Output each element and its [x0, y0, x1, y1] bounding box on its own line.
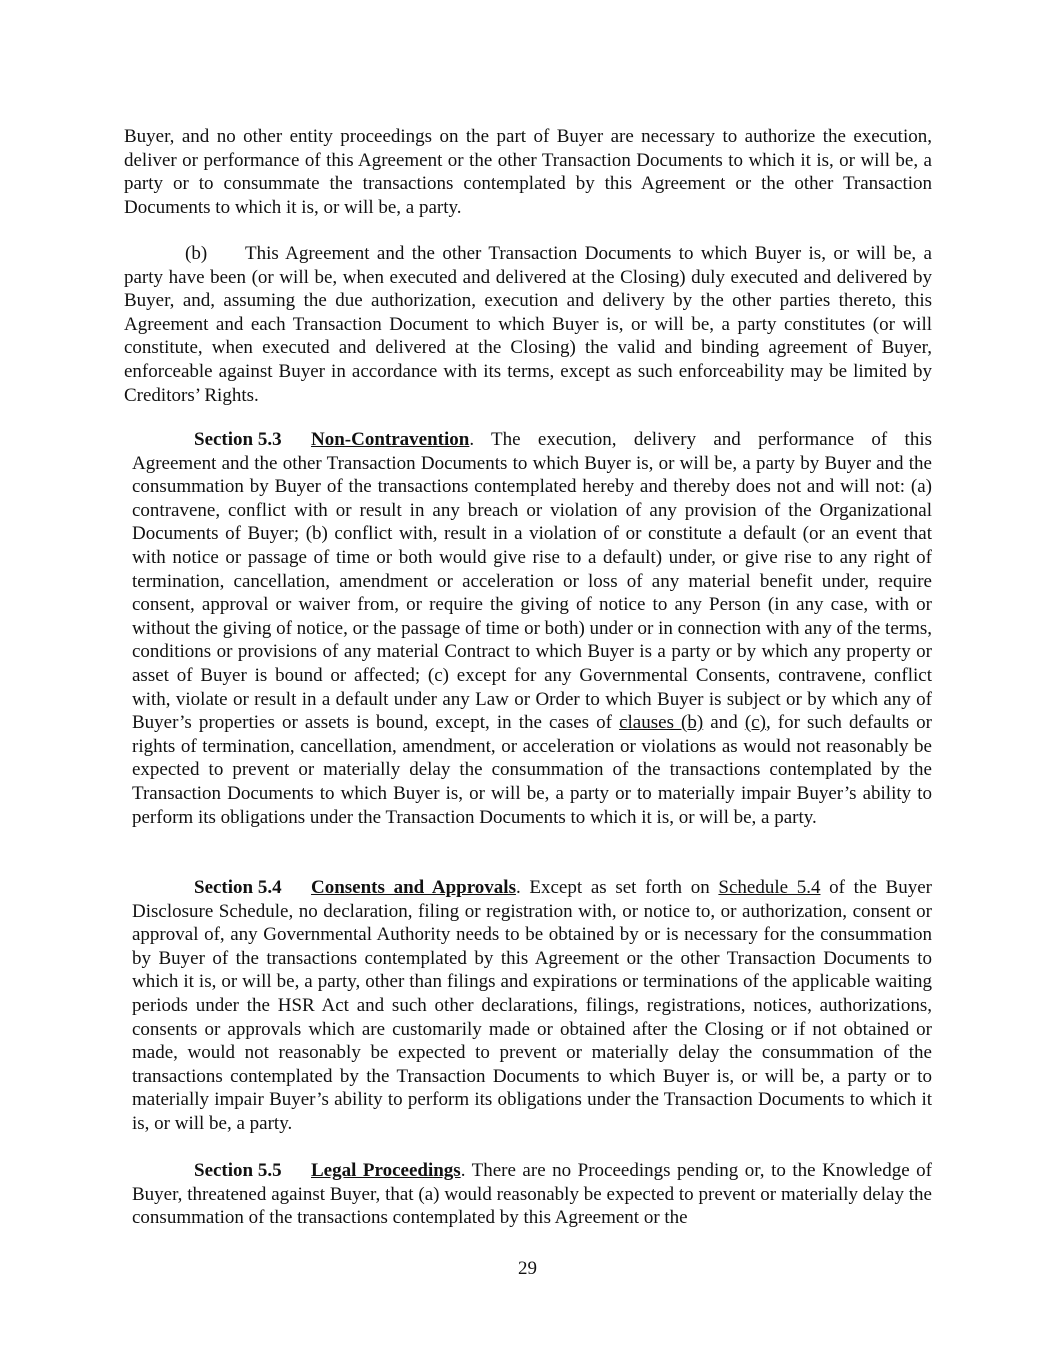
section-text: , for such defaults or rights of termination, cancellation, amendment, or acceleration or violations as would not reasonably be expected to prevent or materially delay the consummation of the transactions contemplated by the Transaction Documents to which Buyer is, or will be, a party or to materially impair Buyer’s ability to perform its obligations under the Transaction Documents to which it is, or will be, a party.: [132, 712, 933, 828]
section-text: . The execution, delivery and performance of this Agreement and the other Transaction Documents to which Buyer is, or will be, a party by Buyer and the consummation by Buyer of the transactions contemplated hereby and thereby does not and will not: (a) contravene, conflict with or result in any breach or violation of any provision of the Organizational Documents of Buyer; (b) conflict with, result in a violation of or constitute a default (or an event that with notice or passage of time or both would give rise to a default) under, or give rise to any right of termination, cancellation, amendment or acceleration or loss of any material benefit under, require consent, approval or waiver from, or require the giving of notice to any Person (in any case, with or without the giving of notice, or the passage of time or both) under or in connection with any of the terms, conditions or provisions of any material Contract to which Buyer is a party or by which any property or asset of Buyer is bound or affected; (c) except for any Governmental Consents, contravene, conflict with, violate or result in a default under any Law or Order to which Buyer is subject or by which any of Buyer’s properties or assets is bound, except, in the cases of: [132, 429, 932, 734]
section-title: Consents and Approvals: [311, 877, 516, 898]
section-text: and: [703, 712, 745, 734]
paragraph-text: Buyer, and no other entity proceedings on the part of Buyer are necessary to authorize the execution, deliver or performance of this Agreement or the other Transaction Documents to which it is, or will be, a party or to consummate the transactions contemplated by this Agreement or the other Transaction Documents to which it is, or will be, a party.: [124, 126, 932, 218]
section-5-3: [132, 428, 932, 829]
section-title: Legal Proceedings: [311, 1160, 461, 1181]
section-text: of the Buyer Disclosure Schedule, no declaration, filing or registration with, or notice to, or authorization, consent or approval of, any Governmental Authority needs to be obtained by or is necessary for the consummation by Buyer of the transactions contemplated by this Agreement or the other Transaction Documents to which it is, or will be, a party, other than filings and expirations or terminations of the applicable waiting periods under the HSR Act and such other declarations, filings, registrations, notices, authorizations, consents or approvals which are customarily made or obtained after the Closing or if not obtained or made, would not reasonably be expected to prevent or materially delay the consummation of the transactions contemplated by the Transaction Documents to which Buyer is, or will be, a party or to materially impair Buyer’s ability to perform its obligations under the Transaction Documents to which it is, or will be, a party.: [132, 877, 932, 1134]
section-5-4: [132, 876, 932, 1136]
paragraph-continuation: [124, 125, 932, 219]
section-number: Section 5.5: [194, 1160, 282, 1181]
section-number: Section 5.3: [194, 429, 282, 450]
paragraph-label: (b): [185, 243, 208, 264]
paragraph-text: This Agreement and the other Transaction Documents to which Buyer is, or will be, a party have been (or will be, when executed and delivered at the Closing) duly executed and delivered by Buyer, and, assuming the due authorization, execution and delivery by the other parties thereto, this Agreement and each Transaction Document to which Buyer is, or will be, a party constitutes (or will constitute, when executed and delivered at the Closing) the valid and binding agreement of Buyer, enforceable against Buyer in accordance with its terms, except as such enforceability may be limited by Creditors’ Rights.: [124, 243, 932, 406]
section-title: Non-Contravention: [311, 429, 470, 450]
schedule-reference: Schedule 5.4: [718, 877, 821, 898]
clause-reference: clauses (b): [619, 712, 704, 734]
clause-reference: (c): [744, 712, 766, 734]
page-number: 29: [518, 1258, 537, 1279]
section-text: . Except as set forth on: [515, 877, 719, 898]
section-text: . There are no Proceedings pending or, to the Knowledge of Buyer, threatened against Buyer, that (a) would reasonably be expected to prevent or materially delay the consummation of the transactions contemplated by this Agreement or the: [132, 1160, 933, 1229]
section-5-5: [132, 1159, 932, 1230]
section-number: Section 5.4: [194, 877, 282, 898]
paragraph-b: [124, 242, 932, 407]
